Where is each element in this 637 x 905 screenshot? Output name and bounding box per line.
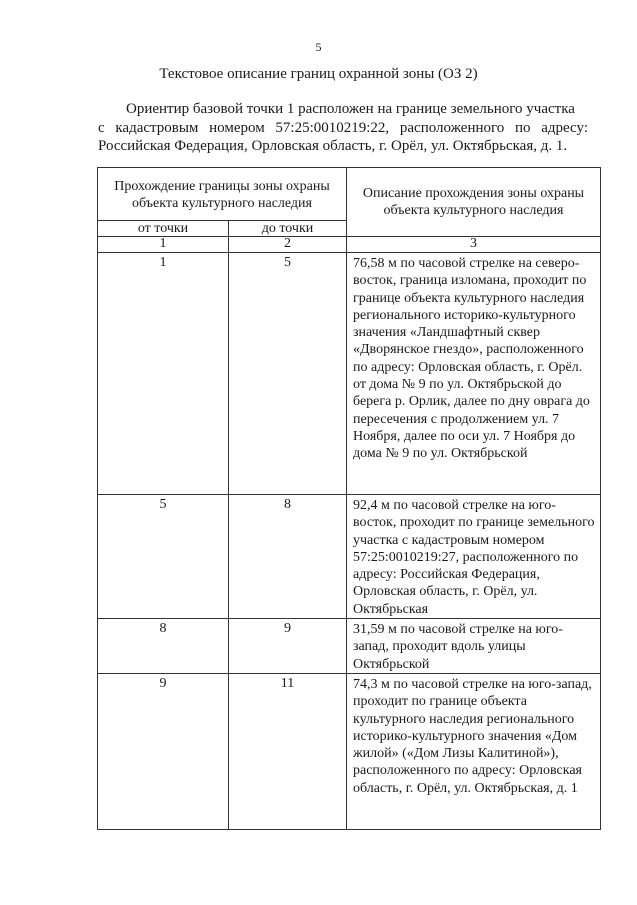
row-to-point: 11 <box>229 673 347 829</box>
row-from-point: 5 <box>98 495 229 619</box>
header-from-point: от точки <box>98 221 229 237</box>
column-number: 1 <box>98 237 229 253</box>
page-title: Текстовое описание границ охранной зоны (ОЗ 2) <box>159 66 478 82</box>
row-to-point: 9 <box>229 619 347 674</box>
intro-paragraph <box>98 100 588 156</box>
row-from-point: 8 <box>98 619 229 674</box>
row-to-point: 8 <box>229 495 347 619</box>
header-to-point: до точки <box>229 221 347 237</box>
table-row <box>98 253 601 495</box>
row-description: 31,59 м по часовой стрелке на юго-запад, проходит вдоль улицы Октябрьской <box>347 619 601 674</box>
row-description: 76,58 м по часовой стрелке на северо-восток, граница изломана, проходит по границе объекта культурного наследия регионального историко-культурного значения «Ландшафтный сквер «Дворянское гнездо», расположенного по адресу: Орловская область, г. Орёл. от дома № 9 по ул. Октябрьской до берега р. Орлик, далее по дну оврага до пересечения с продолжением ул. 7 Ноября, далее по оси ул. 7 Ноября до дома № 9 по ул. Октябрьской <box>347 253 601 495</box>
column-number-row <box>98 237 601 253</box>
page-number: 5 <box>315 40 322 54</box>
intro-rest: с кадастровым номером 57:25:0010219:22, расположенного по адресу: Российская Федерация, Орловская область, г. Орёл, ул. Октябрьская, д. 1. <box>98 119 588 154</box>
row-description: 74,3 м по часовой стрелке на юго-запад, проходит по границе объекта культурного наследия регионального историко-культурного значения «Дом жилой» («Дом Лизы Калитиной»), расположенного по адресу: Орловская область, г. Орёл, ул. Октябрьская, д. 1 <box>347 673 601 829</box>
table-row <box>98 673 601 829</box>
row-to-point: 5 <box>229 253 347 495</box>
intro-first-line: Ориентир базовой точки 1 расположен на границе земельного участка <box>126 101 575 117</box>
column-number: 2 <box>229 237 347 253</box>
row-description: 92,4 м по часовой стрелке на юго-восток, проходит по границе земельного участка с кадастровым номером 57:25:0010219:27, расположенного по адресу: Российская Федерация, Орловская область, г. Орёл, ул. Октябрьская <box>347 495 601 619</box>
boundary-table <box>97 167 601 830</box>
row-from-point: 9 <box>98 673 229 829</box>
header-description: Описание прохождения зоны охраны объекта культурного наследия <box>347 168 601 237</box>
table-row <box>98 619 601 674</box>
table-header-row <box>98 168 601 221</box>
column-number: 3 <box>347 237 601 253</box>
header-boundary-group: Прохождение границы зоны охраны объекта культурного наследия <box>98 168 347 221</box>
row-from-point: 1 <box>98 253 229 495</box>
table-row <box>98 495 601 619</box>
